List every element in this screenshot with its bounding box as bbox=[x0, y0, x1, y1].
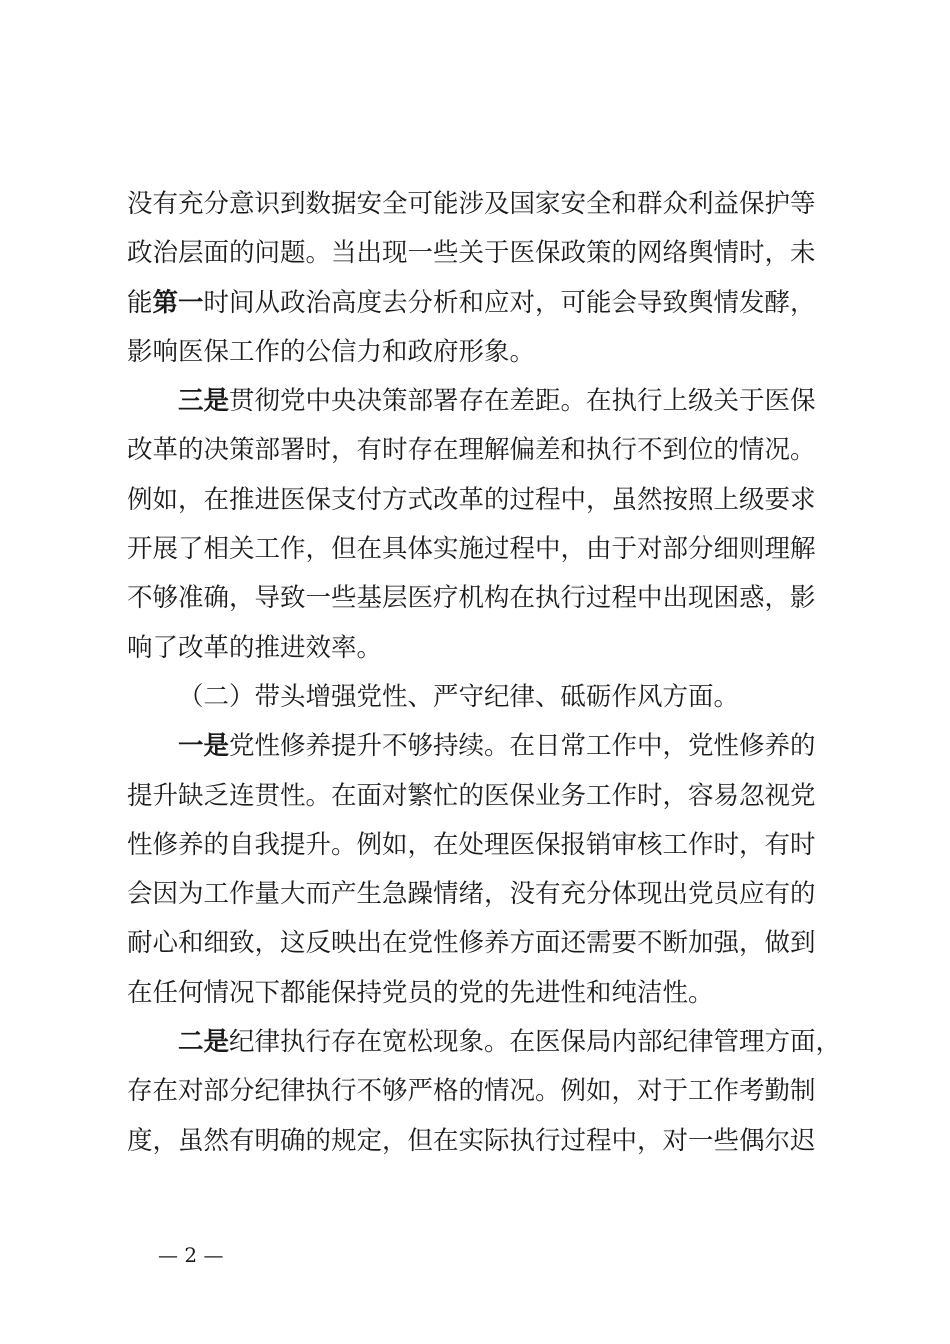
line-text: 度，虽然有明确的规定，但在实际执行过程中，对一些偶尔迟 bbox=[127, 1125, 816, 1156]
line-text: 党性修养提升不够持续。在日常工作中，党性修养的 bbox=[229, 731, 816, 762]
line-text: 存在对部分纪律执行不够严格的情况。例如，对于工作考勤制 bbox=[127, 1076, 816, 1107]
document-body bbox=[127, 180, 867, 1166]
text-line bbox=[127, 426, 867, 475]
text-line bbox=[127, 969, 867, 1018]
line-text: 时间从政治高度去分析和应对，可能会导致舆情发酵， bbox=[203, 287, 816, 318]
section-heading-text: （二）带头增强党性、严守纪律、砥砺作风方面。 bbox=[178, 681, 740, 712]
text-line bbox=[127, 919, 867, 968]
bold-lead: 一是 bbox=[178, 731, 230, 762]
line-text: 开展了相关工作，但在具体实施过程中，由于对部分细则理解 bbox=[127, 534, 816, 565]
line-text: 政治层面的问题。当出现一些关于医保政策的网络舆情时，未 bbox=[127, 238, 816, 269]
text-line bbox=[127, 525, 867, 574]
line-text: 没有充分意识到数据安全可能涉及国家安全和群众利益保护等 bbox=[127, 189, 816, 219]
text-line bbox=[127, 870, 867, 919]
line-text: 会因为工作量大而产生急躁情绪，没有充分体现出党员应有的 bbox=[127, 879, 816, 910]
text-line bbox=[127, 574, 867, 623]
bold-phrase: 第一 bbox=[152, 287, 204, 318]
text-line bbox=[127, 328, 867, 377]
line-text: 影响医保工作的公信力和政府形象。 bbox=[127, 336, 536, 367]
text-line bbox=[127, 180, 867, 229]
line-text: 例如，在推进医保支付方式改革的过程中，虽然按照上级要求 bbox=[127, 484, 816, 515]
line-prefix: 能 bbox=[127, 287, 153, 318]
page-number: — 2 — bbox=[158, 1243, 224, 1267]
bold-lead: 三是 bbox=[178, 386, 230, 417]
line-text: 贯彻党中央决策部署存在差距。在执行上级关于医保 bbox=[229, 386, 816, 417]
line-text: 在任何情况下都能保持党员的党的先进性和纯洁性。 bbox=[127, 977, 714, 1008]
line-text: 耐心和细致，这反映出在党性修养方面还需要不断加强，做到 bbox=[127, 928, 816, 959]
paragraph-start-line bbox=[127, 1018, 867, 1067]
text-line bbox=[127, 772, 867, 821]
paragraph-start-line bbox=[127, 377, 867, 426]
bold-lead: 二是 bbox=[178, 1027, 230, 1058]
text-line bbox=[127, 1067, 867, 1116]
line-text: 提升缺乏连贯性。在面对繁忙的医保业务工作时，容易忽视党 bbox=[127, 780, 816, 811]
text-line bbox=[127, 476, 867, 525]
line-text: 改革的决策部署时，有时存在理解偏差和执行不到位的情况。 bbox=[127, 435, 816, 466]
paragraph-start-line bbox=[127, 722, 867, 771]
text-line bbox=[127, 624, 867, 673]
text-line bbox=[127, 229, 867, 278]
line-text: 纪律执行存在宽松现象。在医保局内部纪律管理方面， bbox=[229, 1027, 842, 1058]
section-heading bbox=[127, 673, 867, 722]
line-text: 性修养的自我提升。例如，在处理医保报销审核工作时，有时 bbox=[127, 829, 816, 860]
text-line bbox=[127, 279, 867, 328]
line-text: 响了改革的推进效率。 bbox=[127, 632, 383, 663]
text-line bbox=[127, 821, 867, 870]
text-line bbox=[127, 1117, 867, 1166]
line-text: 不够准确，导致一些基层医疗机构在执行过程中出现困惑，影 bbox=[127, 583, 816, 614]
